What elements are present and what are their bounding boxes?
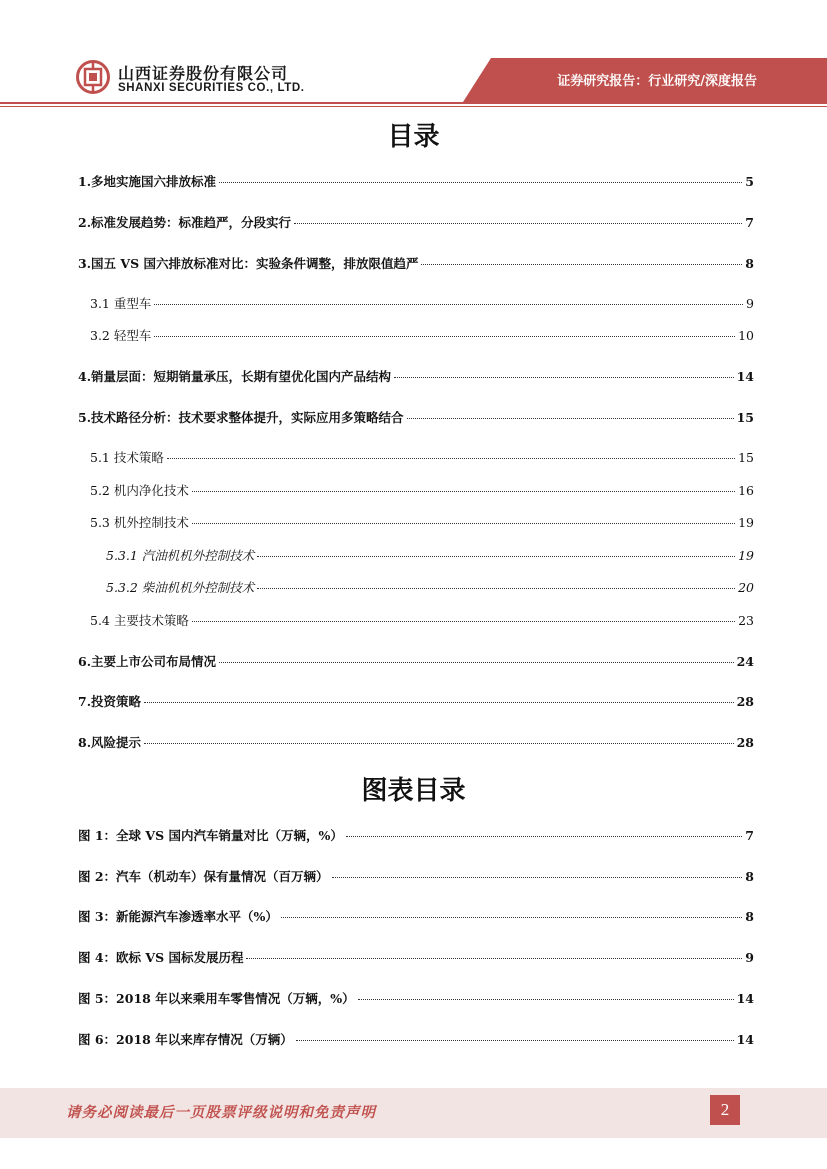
- toc-entry-page: 24: [736, 654, 754, 669]
- toc-entry-text: 5.2 机内净化技术: [90, 483, 189, 498]
- toc-entry-text: 图 3：新能源汽车渗透率水平（%）: [78, 909, 278, 924]
- toc-entry[interactable]: [0, 408, 827, 428]
- dot-leader: [296, 1030, 734, 1041]
- toc-entry-text: 3.国五 VS 国六排放标准对比：实验条件调整，排放限值趋严: [78, 256, 419, 271]
- dot-leader: [154, 326, 735, 337]
- toc-entry[interactable]: [0, 867, 827, 887]
- toc-entry-page: 19: [738, 548, 754, 563]
- toc-entry[interactable]: [0, 213, 827, 233]
- dot-leader: [407, 408, 734, 419]
- toc-entry-text: 图 2：汽车（机动车）保有量情况（百万辆）: [78, 869, 329, 884]
- company-name-en: SHANXI SECURITIES CO., LTD.: [118, 82, 305, 94]
- toc-entry-text: 5.3 机外控制技术: [90, 515, 189, 530]
- toc-entry[interactable]: [0, 1030, 827, 1050]
- toc-entry-text: 7.投资策略: [78, 694, 142, 709]
- dot-leader: [346, 826, 742, 837]
- toc-entry-text: 3.2 轻型车: [90, 328, 152, 343]
- toc-entry-page: 8: [745, 256, 754, 271]
- toc-entry[interactable]: [0, 826, 827, 846]
- figure-list-title: 图表目录: [361, 776, 466, 806]
- toc-entry-page: 15: [736, 410, 754, 425]
- toc-entry-page: 9: [745, 950, 754, 965]
- toc-entry[interactable]: [0, 989, 827, 1009]
- dot-leader: [219, 172, 742, 183]
- page-number: 2: [710, 1095, 740, 1125]
- toc-entry[interactable]: [0, 513, 827, 533]
- page-header: [0, 0, 827, 112]
- toc-entry[interactable]: [0, 367, 827, 387]
- toc-entry[interactable]: [0, 254, 827, 274]
- toc-entry-page: 5: [745, 174, 754, 189]
- toc-entry[interactable]: [0, 448, 827, 468]
- toc-entry-page: 7: [745, 215, 754, 230]
- toc-title: 目录: [387, 122, 440, 152]
- toc-entry-page: 10: [738, 328, 754, 343]
- dot-leader: [192, 611, 735, 622]
- toc-entry[interactable]: [0, 948, 827, 968]
- toc-entry-text: 1.多地实施国六排放标准: [78, 174, 217, 189]
- company-logo-icon: [76, 60, 110, 94]
- toc-entry-text: 5.技术路径分析：技术要求整体提升，实际应用多策略结合: [78, 410, 404, 425]
- dot-leader: [294, 213, 742, 224]
- toc-entry-text: 5.3.2 柴油机机外控制技术: [106, 580, 255, 595]
- dot-leader: [219, 652, 734, 663]
- toc-entry-page: 14: [736, 369, 754, 384]
- toc-entry-text: 图 6：2018 年以来库存情况（万辆）: [78, 1032, 293, 1047]
- toc-entry-page: 28: [736, 694, 754, 709]
- toc-entry-text: 5.1 技术策略: [90, 450, 164, 465]
- dot-leader: [192, 481, 735, 492]
- toc-entry-text: 2.标准发展趋势：标准趋严，分段实行: [78, 215, 292, 230]
- toc-entry-text: 6.主要上市公司布局情况: [78, 654, 217, 669]
- toc-entry-page: 16: [738, 483, 754, 498]
- header-divider-thin: [0, 106, 827, 107]
- toc-entry-text: 5.4 主要技术策略: [90, 613, 189, 628]
- dot-leader: [421, 254, 742, 265]
- toc-entry[interactable]: [0, 652, 827, 672]
- dot-leader: [394, 367, 734, 378]
- dot-leader: [257, 546, 735, 557]
- dot-leader: [144, 692, 734, 703]
- toc-entry[interactable]: [0, 481, 827, 501]
- dot-leader: [144, 733, 734, 744]
- dot-leader: [358, 989, 734, 1000]
- toc-entry[interactable]: [0, 294, 827, 314]
- disclaimer-notice: 请务必阅读最后一页股票评级说明和免责声明: [66, 1104, 376, 1121]
- dot-leader: [246, 948, 742, 959]
- toc-entry[interactable]: [0, 326, 827, 346]
- dot-leader: [257, 578, 735, 589]
- dot-leader: [154, 294, 743, 305]
- toc-entry-page: 23: [738, 613, 754, 628]
- toc-entry-page: 28: [736, 735, 754, 750]
- header-divider: [0, 102, 827, 104]
- toc-entry-text: 4.销量层面：短期销量承压，长期有望优化国内产品结构: [78, 369, 392, 384]
- toc-entry-text: 8.风险提示: [78, 735, 142, 750]
- toc-entry-page: 9: [746, 296, 754, 311]
- toc-entry-page: 15: [738, 450, 754, 465]
- dot-leader: [332, 867, 743, 878]
- toc-entry[interactable]: [0, 578, 827, 598]
- dot-leader: [281, 907, 742, 918]
- toc-entry[interactable]: [0, 611, 827, 631]
- toc-entry-text: 图 5：2018 年以来乘用车零售情况（万辆，%）: [78, 991, 355, 1006]
- toc-entry-page: 8: [745, 869, 754, 884]
- toc-entry[interactable]: [0, 907, 827, 927]
- toc-entry-text: 图 4：欧标 VS 国标发展历程: [78, 950, 244, 965]
- toc-entry-page: 7: [745, 828, 754, 843]
- toc-entry-text: 5.3.1 汽油机机外控制技术: [106, 548, 255, 563]
- report-type-label: 证券研究报告：行业研究/深度报告: [557, 74, 757, 89]
- toc-entry-page: 8: [745, 909, 754, 924]
- dot-leader: [167, 448, 735, 459]
- toc-entry[interactable]: [0, 733, 827, 753]
- toc-entry[interactable]: [0, 692, 827, 712]
- dot-leader: [192, 513, 735, 524]
- toc-entry-text: 图 1：全球 VS 国内汽车销量对比（万辆，%）: [78, 828, 343, 843]
- toc-entry[interactable]: [0, 546, 827, 566]
- toc-entry[interactable]: [0, 172, 827, 192]
- toc-entry-page: 14: [736, 991, 754, 1006]
- toc-entry-text: 3.1 重型车: [90, 296, 152, 311]
- toc-entry-page: 19: [738, 515, 754, 530]
- toc-entry-page: 20: [738, 580, 754, 595]
- toc-entry-page: 14: [736, 1032, 754, 1047]
- company-name-cn: 山西证券股份有限公司: [118, 64, 289, 83]
